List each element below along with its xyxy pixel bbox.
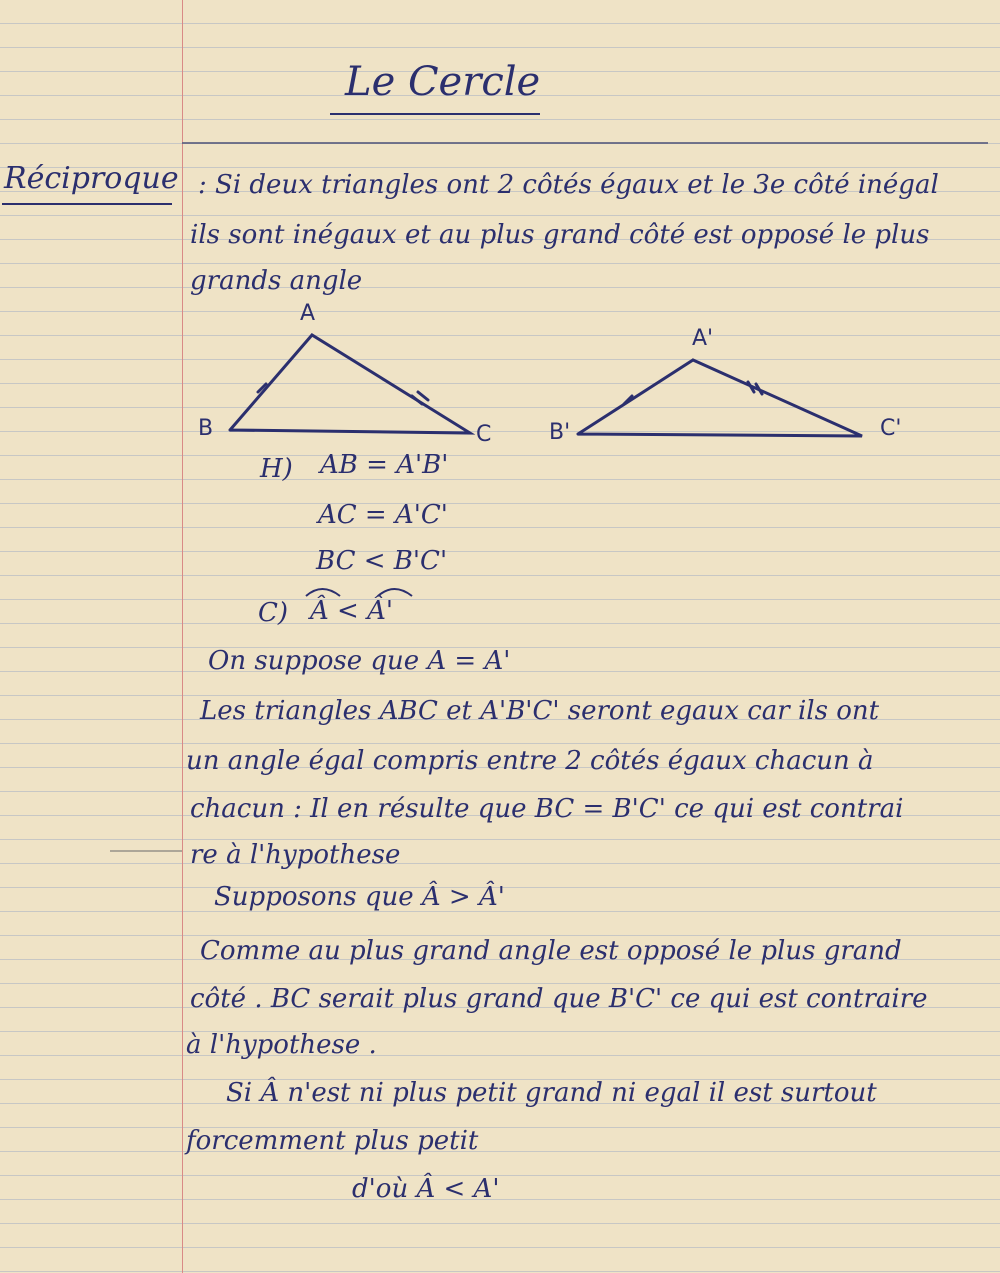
proof-line-1: On suppose que A = A' [208,646,511,676]
vertex-b-prime: B' [549,420,571,445]
proof-line-11: forcemment plus petit [186,1126,479,1156]
proof-line-5: re à l'hypothese [190,840,401,870]
vertex-c: C [476,422,492,447]
proof-line-7: Comme au plus grand angle est opposé le plus grand [200,936,902,966]
proof-line-12: d'où Â < A' [352,1174,500,1204]
hypothesis-eq-2: AC = A'C' [318,500,448,530]
hypothesis-eq-1: AB = A'B' [320,450,449,480]
proof-line-3: un angle égal compris entre 2 côtés égaux chacun à [186,746,874,776]
proof-line-6: Supposons que Â > Â' [214,882,505,912]
conclusion-expr: Â < Â' [310,596,394,626]
hypothesis-label: H) [260,454,293,484]
vertex-a-prime: A' [692,326,714,351]
statement-line-3: grands angle [190,266,363,296]
proof-line-9: à l'hypothese . [186,1030,377,1060]
proof-line-10: Si Â n'est ni plus petit grand ni egal il est surtout [226,1078,877,1108]
hat-a-conclusion [306,589,340,596]
proof-line-8: côté . BC serait plus grand que B'C' ce qui est contraire [190,984,928,1014]
conclusion-label: C) [258,598,289,628]
triangle-a-prime [578,360,862,436]
ticks-ac [412,392,428,404]
hypothesis-eq-3: BC < B'C' [316,546,448,576]
statement-line-1: : Si deux triangles ont 2 côtés égaux et le 3e côté inégal [198,170,939,200]
proof-line-2: Les triangles ABC et A'B'C' seront egaux car ils ont [200,696,880,726]
vertex-c-prime: C' [880,416,902,441]
vertex-b: B [198,416,214,441]
hat-a-prime-conclusion [378,589,412,596]
proof-line-4: chacun : Il en résulte que BC = B'C' ce qui est contrai [190,794,904,824]
side-label: Réciproque [4,161,179,196]
page-title: Le Cercle [345,59,541,105]
vertex-a: A [300,301,316,326]
statement-line-2: ils sont inégaux et au plus grand côté est opposé le plus [190,220,930,250]
